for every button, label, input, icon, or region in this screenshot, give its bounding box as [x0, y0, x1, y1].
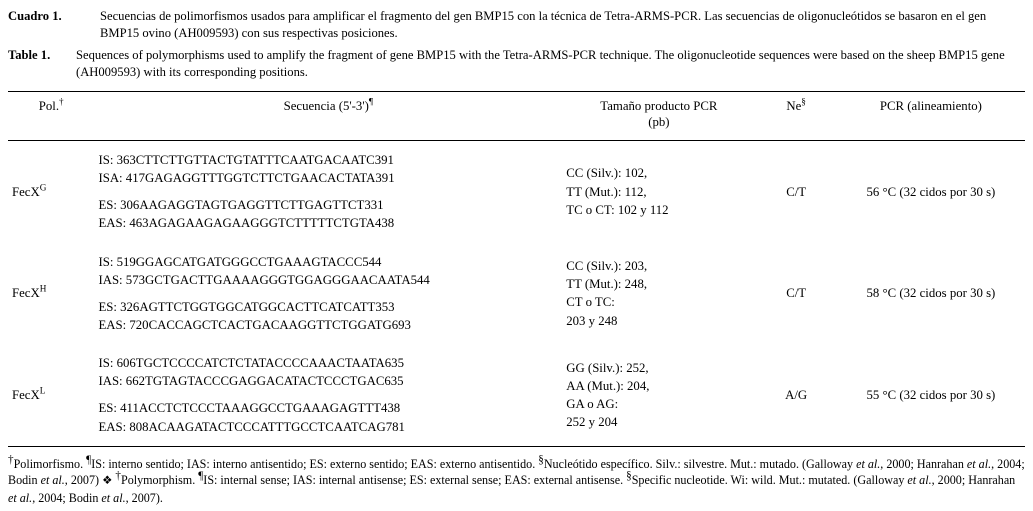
sequence-group-external: [98, 196, 558, 232]
footnote-text: Nucleótido específico. Silv.: silvestre. Mut.: mutado. (Galloway: [543, 456, 857, 471]
caption-spanish: [8, 8, 1025, 41]
caption-english-label: Table 1.: [8, 48, 51, 63]
sequence-line: EAS: 463AGAGAAGAGAAGGGTCTTTTTCTGTA438: [98, 216, 395, 231]
footnote-italic: et al.: [907, 473, 932, 488]
sequence-group-internal: [98, 253, 558, 289]
sequence-line: ES: 326AGTTCTGGTGGCATGGCACTTCATCATT353: [98, 299, 395, 314]
sequence-group-internal: [98, 354, 558, 390]
polymorphism-superscript: H: [39, 284, 47, 294]
cell-pcr-annealing: 56 °C (32 cidos por 30 s): [866, 184, 996, 199]
caption-spanish-text: Secuencias de polimorfismos usados para amplificar el fragmento del gen BMP15 con la técnica de Tetra-ARMS-PCR. Las secuencias de oligonucleótidos se basaron en el gen BMP15 ovino (AH009593) con sus respectivas posiciones.: [100, 9, 987, 40]
polymorphism-table: [8, 91, 1025, 447]
footnote-italic: et al.: [856, 456, 881, 471]
column-header-pcr-annealing: PCR (alineamiento): [837, 91, 1025, 140]
footnote-text: Specific nucleotide. Wi: wild. Mut.: mutated. (Galloway: [631, 473, 908, 488]
header-pilcrow-symbol: ¶: [368, 96, 374, 107]
table-header-row: [8, 91, 1025, 140]
footnote-text: Polymorphism.: [120, 473, 199, 488]
column-header-ne: Ne§: [755, 91, 836, 140]
sequence-group-external: [98, 399, 558, 435]
column-header-sequence: Secuencia (5'-3')¶: [94, 91, 562, 140]
sequence-group-internal: [98, 151, 558, 187]
size-line: TC o CT: 102 y 112: [566, 202, 669, 217]
footnote-text: , 2000; Hanrahan: [931, 473, 1016, 488]
table-row: [8, 344, 1025, 446]
caption-spanish-label: Cuadro 1.: [8, 9, 62, 23]
sequence-line: ES: 306AAGAGGTAGTGAGGTTCTTGAGTTCT331: [98, 198, 384, 213]
footnote-pilcrow-1: ¶: [86, 453, 92, 466]
footnote-section-1: §: [538, 453, 544, 466]
footnote-text: IS: internal sense; IAS: internal antisense; ES: external sense; EAS: external antisense.: [203, 473, 627, 488]
cell-sequences: [94, 243, 562, 345]
footnote-dagger-1: †: [8, 453, 14, 466]
footnote-section-2: §: [626, 470, 632, 483]
sequence-spacer: [98, 187, 558, 196]
caption-english-text: Sequences of polymorphisms used to amplify the fragment of gene BMP15 with the Tetra-ARMS-PCR technique. The oligonucleotide sequences were based on the sheep BMP15 gene (AH009593) with its corresponding positions.: [76, 48, 1005, 80]
table-row: [8, 243, 1025, 345]
footnote-italic: et al.: [40, 473, 65, 488]
footnote-pilcrow-2: ¶: [198, 470, 204, 483]
size-line: 252 y 204: [566, 415, 618, 430]
column-header-pcr-size: Tamaño producto PCR (pb): [562, 91, 755, 140]
table-row: [8, 140, 1025, 242]
footnote-text: , 2004; Bodin: [8, 456, 1025, 488]
column-header-polymorphism: Pol.†: [8, 91, 94, 140]
sequence-line: IS: 606TGCTCCCCATCTCTATACCCCAAACTAATA635: [98, 356, 404, 371]
cell-ne: C/T: [786, 286, 807, 301]
sequence-line: IAS: 662TGTAGTACCCGAGGACATACTCCCTGAC635: [98, 374, 404, 389]
table-footnote: [8, 453, 1025, 506]
clover-icon: ❖: [102, 475, 113, 488]
footnote-italic: et al.: [8, 490, 33, 505]
footnote-text: , 2007): [64, 473, 103, 488]
size-line: CT o TC:: [566, 295, 615, 310]
cell-ne: A/G: [755, 344, 836, 446]
sequence-line: ISA: 417GAGAGGTTTGGTCTTCTGAACACTATA391: [98, 171, 395, 186]
size-line: TT (Mut.): 112,: [566, 184, 647, 199]
cell-polymorphism: FecX$^L$: [8, 344, 94, 446]
cell-pcr-size: [562, 344, 755, 446]
size-line: CC (Silv.): 203,: [566, 259, 648, 274]
cell-sequences: [94, 344, 562, 446]
footnote-text: , 2000; Hanrahan: [880, 456, 967, 471]
footnote-italic: et al.: [966, 456, 992, 471]
table-header: [8, 91, 1025, 140]
polymorphism-superscript: G: [39, 182, 47, 193]
sequence-spacer: [98, 390, 558, 399]
cell-pcr-annealing: 58 °C (32 cidos por 30 s): [866, 286, 996, 301]
cell-polymorphism: FecX$^G$: [12, 182, 47, 199]
cell-pcr-size: [562, 243, 755, 345]
sequence-spacer: [98, 289, 558, 298]
cell-pcr-annealing: 55 °C (32 cidos por 30 s): [837, 344, 1025, 446]
cell-pcr-size: [562, 140, 755, 242]
sequence-line: EAS: 720CACCAGCTCACTGACAAGGTTCTGGATG693: [98, 318, 411, 332]
sequence-line: EAS: 808ACAAGATACTCCCATTTGCCTCAATCAG781: [98, 419, 405, 434]
size-line: GA o AG:: [566, 396, 619, 411]
sequence-line: IS: 363CTTCTTGTTACTGTATTTCAATGACAATC391: [98, 152, 394, 167]
footnote-text: IS: interno sentido; IAS: interno antisentido; ES: externo sentido; EAS: externo antisentido.: [91, 456, 539, 471]
sequence-line: IS: 519GGAGCATGATGGGCCTGAAAGTACCC544: [98, 254, 382, 269]
footnote-text: Polimorfismo.: [13, 456, 87, 471]
table-body: [8, 140, 1025, 446]
header-dagger-symbol: †: [59, 96, 64, 107]
sequence-line: IAS: 573GCTGACTTGAAAAGGGTGGAGGGAACAATA544: [98, 272, 430, 287]
size-line: AA (Mut.): 204,: [566, 378, 650, 393]
sequence-group-external: [98, 298, 558, 334]
size-line: TT (Mut.): 248,: [566, 277, 648, 292]
header-section-symbol: §: [801, 96, 806, 107]
caption-english: [8, 47, 1025, 80]
footnote-text: , 2004; Bodin: [32, 490, 102, 505]
footnote-italic: et al.: [101, 490, 126, 505]
footnote-text: , 2007).: [125, 490, 163, 505]
size-line: GG (Silv.): 252,: [566, 360, 649, 375]
sequence-line: ES: 411ACCTCTCCCTAAAGGCCTGAAAGAGTTT438: [98, 401, 401, 416]
footnote-dagger-2: †: [115, 470, 121, 483]
size-line: 203 y 248: [566, 313, 618, 328]
cell-sequences: [94, 140, 562, 242]
size-line: CC (Silv.): 102,: [566, 166, 648, 181]
cell-polymorphism: FecX$^H$: [12, 284, 47, 301]
polymorphism-superscript: L: [39, 385, 46, 396]
cell-ne: C/T: [786, 184, 807, 199]
